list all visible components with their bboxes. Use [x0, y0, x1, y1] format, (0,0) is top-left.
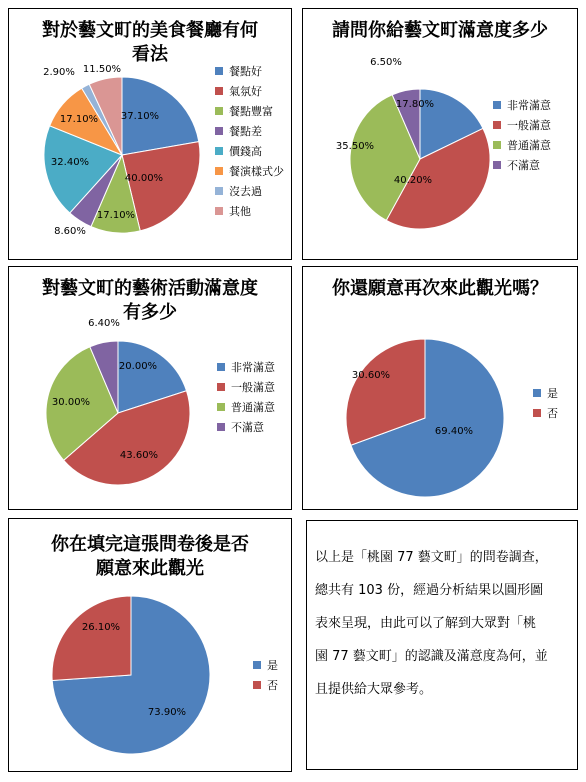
legend-label: 是	[267, 659, 278, 672]
legend-label: 價錢高	[229, 145, 262, 158]
legend-item	[533, 383, 558, 403]
summary-line: 且提供給大眾參考。	[315, 682, 433, 697]
legend-item	[217, 417, 275, 437]
slice-data-label: 73.90%	[147, 707, 187, 718]
legend-item	[493, 95, 551, 115]
slice-data-label: 30.00%	[51, 397, 91, 408]
slice-data-label: 40.20%	[393, 175, 433, 186]
chart-title-line: 看法	[132, 44, 168, 65]
legend-label: 普通滿意	[507, 139, 551, 152]
slice-data-label: 8.60%	[54, 226, 86, 237]
legend-swatch	[215, 107, 223, 115]
chart-title-line: 你在填完這張問卷後是否	[51, 534, 249, 555]
legend-item	[215, 181, 284, 201]
pie-chart-svg	[9, 519, 291, 771]
legend-item	[493, 115, 551, 135]
chart-title-line: 對藝文町的藝術活動滿意度	[42, 278, 258, 299]
legend-label: 否	[547, 407, 558, 420]
legend-item	[533, 403, 558, 423]
legend-item	[215, 161, 284, 181]
legend-label: 餐點豐富	[229, 105, 273, 118]
legend-label: 餐點好	[229, 65, 262, 78]
legend-swatch	[533, 389, 541, 397]
legend-swatch	[493, 161, 501, 169]
slice-data-label: 2.90%	[43, 67, 75, 78]
legend-label: 氣氛好	[229, 85, 262, 98]
slice-data-label: 37.10%	[120, 111, 160, 122]
slice-data-label: 26.10%	[81, 622, 121, 633]
slice-data-label: 11.50%	[82, 64, 122, 75]
legend-item	[215, 201, 284, 221]
slice-data-label: 30.60%	[351, 370, 391, 381]
summary-line: 表來呈現，由此可以了解到大眾對「桃	[315, 616, 537, 631]
legend-label: 沒去過	[229, 185, 262, 198]
chart-panel-after	[8, 518, 292, 772]
legend-swatch	[215, 147, 223, 155]
legend-label: 非常滿意	[231, 361, 275, 374]
legend-item	[215, 141, 284, 161]
legend-item	[253, 675, 278, 695]
chart-panel-arts	[8, 266, 292, 510]
slice-data-label: 32.40%	[50, 157, 90, 168]
summary-panel	[306, 520, 578, 770]
legend-label: 不滿意	[507, 159, 540, 172]
legend-swatch	[493, 101, 501, 109]
legend-label: 餐點差	[229, 125, 262, 138]
slice-data-label: 69.40%	[434, 426, 474, 437]
slice-data-label: 20.00%	[118, 361, 158, 372]
legend-item	[217, 397, 275, 417]
legend-label: 否	[267, 679, 278, 692]
chart-title-line: 願意來此觀光	[96, 558, 204, 579]
legend-label: 其他	[229, 205, 251, 218]
chart-title-line: 請問你給藝文町滿意度多少	[332, 20, 548, 41]
legend-swatch	[493, 141, 501, 149]
legend-label: 一般滿意	[507, 119, 551, 132]
legend-swatch	[253, 661, 261, 669]
legend-swatch	[215, 127, 223, 135]
legend-item	[215, 81, 284, 101]
legend-swatch	[217, 383, 225, 391]
slice-data-label: 40.00%	[124, 173, 164, 184]
legend-swatch	[215, 67, 223, 75]
slice-data-label: 17.80%	[395, 99, 435, 110]
chart-legend	[217, 357, 275, 437]
legend-swatch	[215, 207, 223, 215]
legend-item	[217, 377, 275, 397]
chart-title-line: 有多少	[123, 302, 177, 323]
legend-swatch	[215, 167, 223, 175]
pie-slice	[52, 596, 131, 680]
legend-label: 非常滿意	[507, 99, 551, 112]
chart-panel-food	[8, 8, 292, 260]
chart-panel-satisfaction	[302, 8, 578, 260]
legend-label: 不滿意	[231, 421, 264, 434]
legend-swatch	[217, 403, 225, 411]
slice-data-label: 17.10%	[96, 210, 136, 221]
legend-item	[215, 121, 284, 141]
legend-label: 一般滿意	[231, 381, 275, 394]
slice-data-label: 6.50%	[370, 57, 402, 68]
summary-line: 園 77 藝文町」的認識及滿意度為何，並	[315, 649, 548, 664]
chart-legend	[533, 383, 558, 423]
summary-text	[315, 541, 571, 706]
chart-legend	[493, 95, 551, 175]
slice-data-label: 6.40%	[88, 318, 120, 329]
legend-item	[215, 61, 284, 81]
legend-swatch	[253, 681, 261, 689]
slice-data-label: 17.10%	[59, 114, 99, 125]
legend-swatch	[215, 187, 223, 195]
legend-item	[253, 655, 278, 675]
legend-swatch	[217, 363, 225, 371]
summary-line: 總共有 103 份，經過分析結果以圓形圖	[315, 583, 544, 598]
legend-label: 是	[547, 387, 558, 400]
legend-swatch	[217, 423, 225, 431]
slice-data-label: 43.60%	[119, 450, 159, 461]
legend-swatch	[533, 409, 541, 417]
chart-panel-revisit	[302, 266, 578, 510]
legend-item	[217, 357, 275, 377]
legend-swatch	[493, 121, 501, 129]
summary-line: 以上是「桃園 77 藝文町」的問卷調查，	[315, 550, 548, 565]
chart-legend	[253, 655, 278, 695]
chart-legend	[215, 61, 284, 221]
legend-label: 普通滿意	[231, 401, 275, 414]
legend-swatch	[215, 87, 223, 95]
chart-title-line: 對於藝文町的美食餐廳有何	[42, 20, 258, 41]
legend-label: 餐演樣式少	[229, 165, 284, 178]
legend-item	[493, 135, 551, 155]
slice-data-label: 35.50%	[335, 141, 375, 152]
legend-item	[215, 101, 284, 121]
chart-title-line: 你還願意再次來此觀光嗎？	[332, 278, 548, 299]
legend-item	[493, 155, 551, 175]
